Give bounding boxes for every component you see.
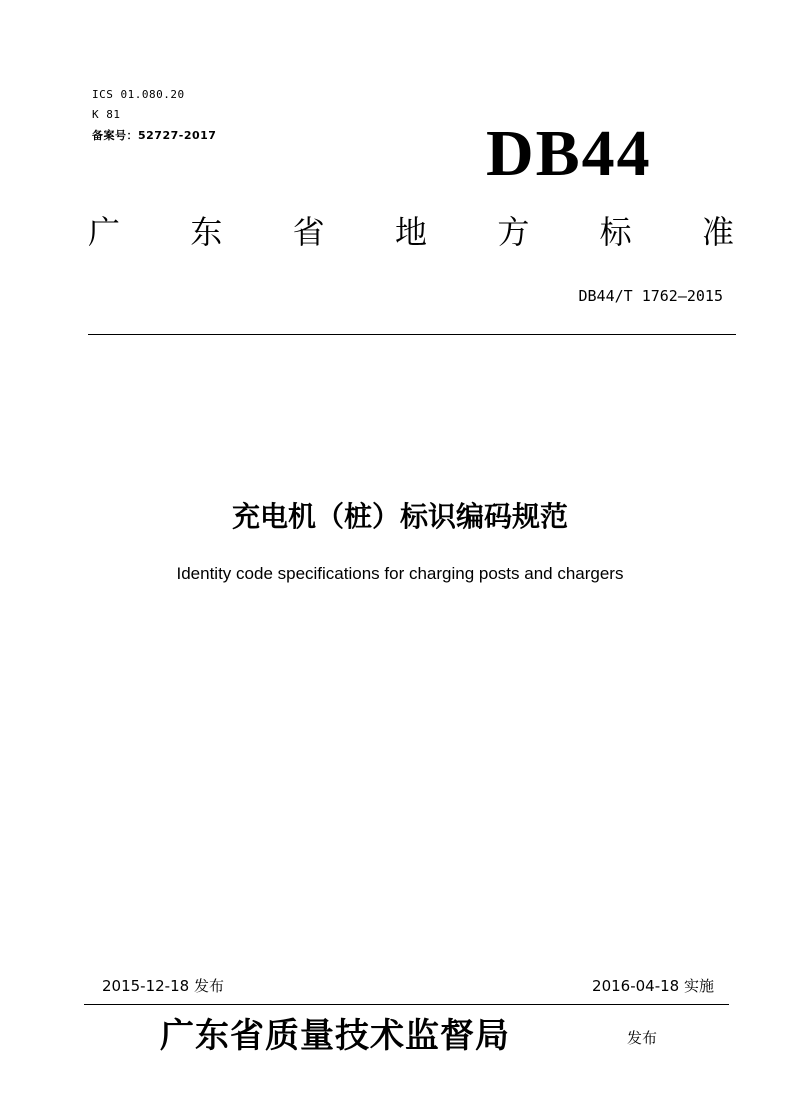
- org-title-char: 准: [701, 213, 734, 251]
- implementation-date: 2016-04-18 实施: [592, 977, 714, 995]
- record-number: 备案号：52727-2017: [92, 129, 217, 142]
- standard-number: DB44/T 1762—2015: [578, 287, 723, 305]
- org-title-char: 方: [497, 213, 530, 251]
- org-title-char: 地: [394, 213, 427, 251]
- issuing-authority: 广东省质量技术监督局: [160, 1016, 510, 1056]
- document-title-chinese: 充电机（桩）标识编码规范: [231, 500, 568, 533]
- standard-category-title: [88, 210, 734, 254]
- issue-date: 2015-12-18 发布: [102, 977, 224, 995]
- org-title-char: 省: [292, 213, 325, 251]
- org-title-char: 东: [190, 213, 223, 251]
- top-divider: [88, 334, 736, 335]
- classification-code: K 81: [92, 108, 121, 121]
- document-title-english: Identity code specifications for charging posts and chargers: [176, 564, 624, 583]
- org-title-char: 标: [599, 213, 632, 251]
- ics-code: ICS 01.080.20: [92, 88, 185, 101]
- standard-logo: DB44: [486, 117, 652, 190]
- bottom-divider: [84, 1004, 729, 1005]
- issuing-authority-suffix: 发布: [627, 1029, 658, 1047]
- org-title-char: 广: [88, 213, 121, 251]
